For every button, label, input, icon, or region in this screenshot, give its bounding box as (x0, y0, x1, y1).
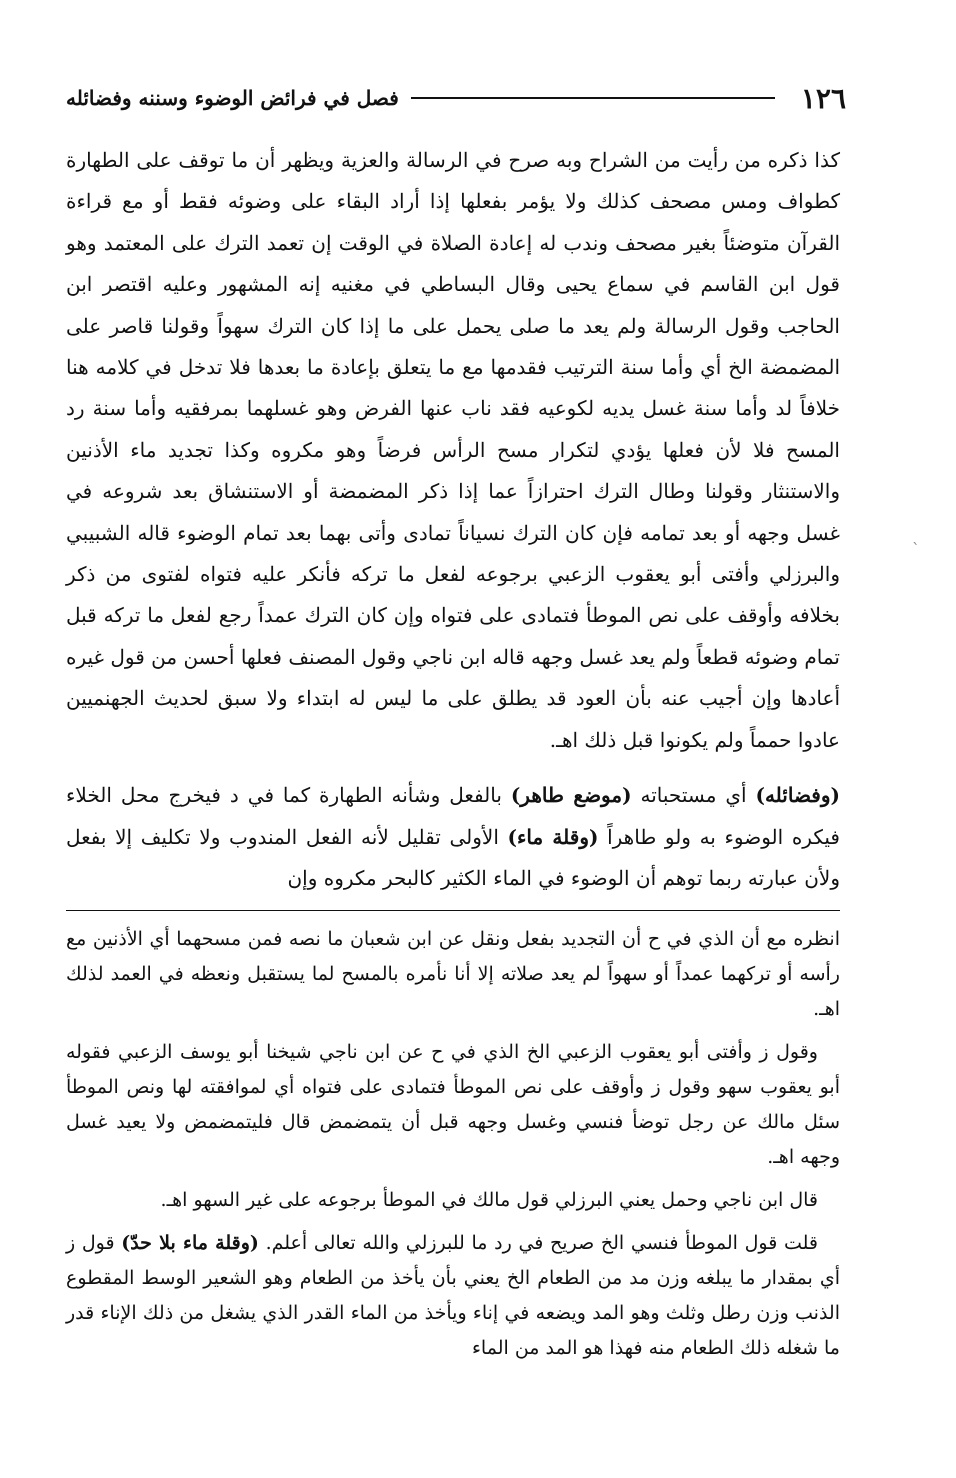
footnote: انظره مع أن الذي في ح أن التجديد بفعل ونقل عن ابن شعبان ما نصه فمن مسحهما أي الأذنين مع رأسه أو تركهما عمداً أو سهواً لم يعد صلاته إلا أنا نأمره بالمسح لما يستقبل ونعظه في العمد لذلك اهـ. (66, 928, 840, 1020)
header-rule (411, 97, 775, 99)
page-number: ١٢٦ (800, 81, 846, 115)
text-segment: قلت قول الموطأ فنسي الخ صريح في رد ما للبرزلي والله تعالى أعلم. (258, 1232, 818, 1254)
main-paragraph-fadail (66, 775, 840, 899)
footnote-divider (66, 910, 840, 911)
text-segment: الأولى تقليل لأنه الفعل المندوب ولا تكليف إلا بفعل ولأن عبارته ربما توهم أن الوضوء في الماء الكثير كالبحر مكروه وإن (66, 824, 840, 890)
term-fadail: (وفضائله) (755, 783, 840, 808)
term-qillat-ma: (وقلة ماء) (507, 824, 599, 849)
main-paragraph: كذا ذكره من رأيت من الشراح وبه صرح في الرسالة والعزية ويظهر أن ما توقف على الطهارة كطواف ومس مصحف كذلك ولا يؤمر بفعلها إذا أراد البقاء على وضوئه فقط أو مع قراءة القرآن متوضئاً بغير مصحف وندب له إعادة الصلاة في الوقت إن تعمد الترك على المعتمد وهو قول ابن القاسم في سماع يحيى وقال البساطي في مغنيه إنه المشهور وعليه اقتصر ابن الحاجب وقول الرسالة ولم يعد ما صلى يحمل على ما إذا كان الترك سهواً وقولنا قاصر على المضمضة الخ أي وأما سنة الترتيب فقدمها مع ما يتعلق بإعادة ما بعدها فلا تدخل في كلامه هنا خلافاً لد وأما سنة غسل يديه لكوعيه فقد ناب عنها الفرض وهو غسلهما بمرفقيه وأما سنة رد المسح فلا لأن فعلها يؤدي لتكرار مسح الرأس فرضاً وهو مكروه وكذا تجديد ماء الأذنين والاستنثار وقولنا وطال الترك احترازاً عما إذا ذكر المضمضة أو الاستنشاق بعد شروعه في غسل وجهه أو بعد تمامه فإن كان الترك نسياناً تمادى وأتى بهما بعد تمام الوضوء قاله الشبيبي والبرزلي وأفتى أبو يعقوب الزعبي برجوعه لفعل ما تركه فأنكر عليه فتواه لفتوى من ذكر بخلافه وأوقف على نص الموطأ فتمادى على فتواه وإن كان الترك عمداً رجع لفعل ما تركه قبل تمام وضوئه قطعاً ولم يعد غسل وجهه قاله ابن ناجي وقول المصنف فعلها أحسن من قول غيره أعادها وإن أجيب عنه بأن العود قد يطلق على ما ليس له ابتداء ولا سبق لحديث الجهنميين عادوا حمماً ولم يكونوا قبل ذلك اهـ. (66, 148, 840, 752)
footnotes (66, 922, 840, 1374)
main-text (66, 140, 840, 899)
footnote: قال ابن ناجي وحمل يعني البرزلي قول مالك في الموطأ برجوعه على غير السهو اهـ. (160, 1189, 818, 1211)
margin-mark: ` (912, 540, 920, 559)
page-header (66, 78, 846, 118)
footnote (66, 1226, 840, 1366)
text-segment: قول ز أي بمقدار ما يبلغه وزن مد من الطعام الخ يعني بأن يأخذ من الطعام وهو الشعير الوسط المقطوع الذنب وزن رطل وثلث وهو المد ويضعه في إناء ويأخذ من الماء القدر الذي يشغل من ذلك الإناء قدر ما شغله ذلك الطعام منه فهذا هو المد من الماء (66, 1232, 840, 1359)
term-mawdi-tahir: (موضع طاهر) (510, 783, 632, 808)
chapter-title: فصل في فرائض الوضوء وسننه وفضائله (66, 86, 399, 110)
text-segment: أي مستحباته (631, 783, 756, 808)
footnote: وقول ز وأفتى أبو يعقوب الزعبي الخ الذي في ح عن ابن ناجي شيخنا أبو يوسف الزعبي فقوله أبو يعقوب سهو وقول ز وأوقف على نص الموطأ فتمادى على فتواه أي لموافقته لها ونص الموطأ سئل مالك عن رجل توضأ فنسي وغسل وجهه قبل أن يتمضمض قال فليتمضمض ولا يعيد غسل وجهه اهـ. (66, 1041, 840, 1168)
term-qillat-ma-bila-hadd: (وقلة ماء بلا حدّ) (121, 1232, 259, 1254)
text-segment: بالفعل وشأنه الطهارة كما في د فيخرج محل الخلاء فيكره الوضوء به ولو طاهراً (66, 783, 840, 849)
